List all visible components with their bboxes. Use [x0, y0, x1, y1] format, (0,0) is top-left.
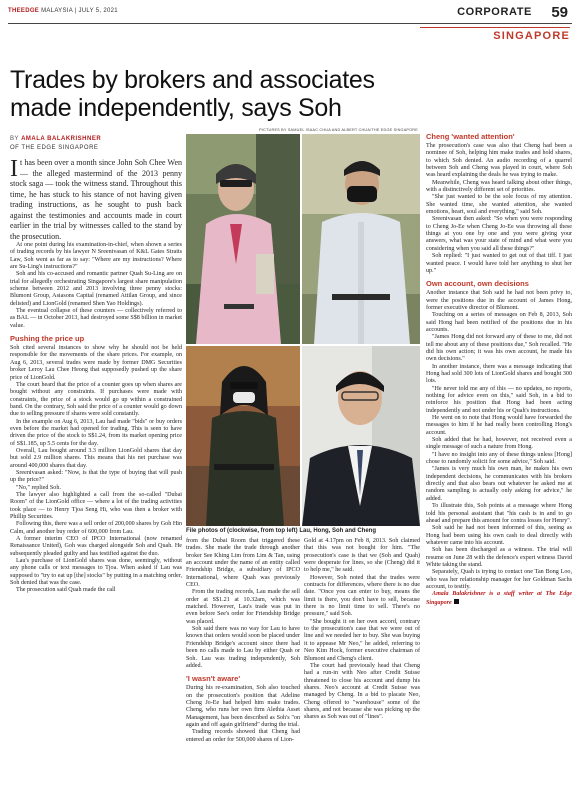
article-headline: Trades by brokers and associates made independently, says Soh	[10, 66, 375, 122]
column-1	[10, 158, 182, 595]
lead-text: t has been over a month since John Soh Chee Wen — the alleged mastermind of the 2013 penny stock saga — took the witness stand. Throughout this time, he has stuck to his stance of not having given trading instructions, as he sought to push back against the testimonies and accounts made in court earlier in the trial by witnesses called to the stand by the prosecution.	[10, 158, 182, 241]
paragraph: The prosecution's case was also that Cheng had been a nominee of Soh, helping him make trades and hold shares, to which Soh denied. An audio recording of a quarrel between Soh and Cheng was played in court, where Soh was heard explaining the deals he was trying to make.	[426, 143, 572, 179]
paragraph: Gold at 4.17pm on Feb 8, 2013. Soh claimed that this was not bought for him. "The prosecution's case is that we (Soh and Quah) were desperate for lines, so she (Cheng) did it to help me," he said.	[304, 538, 420, 574]
section-kicker	[420, 27, 570, 43]
kicker-label: SINGAPORE	[493, 30, 570, 42]
paragraph: Soh and his co-accused and romantic partner Quah Su-Ling are on trial for allegedly orchestrating Singapore's largest share manipulation scheme between 2012 and 2013 involving three penny stocks: Blumont Group, Asiasons Capital (renamed Attilan Group, and since delisted) and LionGold (renamed Shen Yao Holdings).	[10, 271, 182, 307]
end-mark-icon	[454, 599, 459, 604]
column-2	[186, 538, 300, 744]
paragraph: Soh said he had not been informed of this, seeing as Hong had been using his own cash to deal directly with whatever came into his account.	[426, 525, 572, 546]
subheading: Own account, own decisions	[426, 279, 529, 289]
publication-line	[8, 8, 118, 14]
paragraph: "James Hong did not forward any of these to me, did not tell me about any of these positions due," Soh recalled. "He did his own action; it was his own account, he made his own decisions."	[426, 334, 572, 363]
photo-cheng-image	[186, 346, 300, 526]
paragraph: In another instance, there was a message indicating that Hong had sold 300 lots of LionGold shares and bought 300 lots.	[426, 363, 572, 385]
paragraph: However, Soh noted that the trades were contracts for differences, where there is no due date. "Once you can enter to buy, means the limit is there, you don't have to sell, because there is no limit time to sell. There's no pressure," said Soh.	[304, 574, 420, 618]
paragraph: "No," replied Soh.	[16, 484, 61, 491]
subheading: Cheng 'wanted attention'	[426, 132, 515, 141]
paragraph: "She bought it on her own accord, contrary to the prosecution's case that we were out of line and we needed her to buy. She was buying it to appease Mr Neo," he added, referring to Neo Kim Hock, former executive chairman of Blumont and Cheng's client.	[304, 618, 420, 662]
column-3	[304, 538, 420, 722]
photo-soh	[302, 346, 420, 526]
paragraph: Meanwhile, Cheng was heard talking about other things, with a distinctively different set of priorities.	[426, 179, 572, 194]
paragraph: Sreenivasan asked: "Now, is that the type of buying that will push up the price?"	[10, 469, 182, 484]
paragraph: Soh replied: "I just wanted to get out of that tiff. I just wanted peace. I would have told her anything to shut her up."	[426, 253, 572, 274]
author-organisation: OF THE EDGE SINGAPORE	[10, 145, 99, 151]
paragraph: Lau's purchase of LionGold shares was done, seemingly, without any phone calls or text messages to Tjoa. When asked if Lau was supposed to "try to eat up [the] stocks" by putting in a matching order, Soh denied that was the case.	[10, 558, 182, 587]
paragraph: Following this, there was a sell order of 200,000 shares by Goh Hin Calm, and another buy order of 600,000 from Lau.	[10, 521, 182, 535]
photo-hong	[302, 134, 420, 344]
paragraph: The prosecution said Quah made the call	[16, 587, 116, 594]
paragraph: from the Dubai Room that triggered these trades. She made the trade through another broker See Khing Lim from Lim & Tan, using an account under the name of an entity called Friendship Bridge, a subsidiary of IPCO International, where Quah was previously CEO.	[186, 538, 300, 589]
paragraph: Touching on a series of messages on Feb 8, 2013, Soh said Hong had been notified of the positions due in his accounts.	[426, 312, 572, 333]
subheading: Pushing the price up	[10, 334, 85, 344]
paragraph: Soh added that he had, however, not received even a single message of such a nature from Hong.	[426, 437, 572, 451]
page-number: 59	[551, 4, 568, 21]
author-note	[426, 591, 572, 607]
paragraph: Soh cited several instances to show why he should not be held responsible for the movements of the share prices. For example, on Aug 6, 2013, several trades were made by former DMG Securities broker Leroy Lau Chee Heong that supposedly pushed up the share price of LionGold.	[10, 345, 182, 381]
paragraph: Sreenivasan then asked: "So when you were responding to Cheng Jo-Ee when Cheng Jo-Ee was throwing all these things at you one by one and you were giving your answers, what was your state of mind and what were you considering when you said all these things?"	[426, 216, 572, 252]
photo-lau-image	[186, 134, 300, 344]
paragraph: At one point during his examination-in-chief, when shown a series of trading records by his lawyer N Sreenivasan of K&L Gates Straits Law, Soh went as far as to say: "Where are my instructions? Where are Su-Ling's instructions?"	[10, 242, 182, 271]
lead-paragraph	[10, 158, 182, 242]
photo-caption: File photos of (clockwise, from top left) Lau, Hong, Soh and Cheng	[186, 528, 376, 534]
paragraph: The eventual collapse of these counters — collectively referred to as BAL — in October 2013, had destroyed some S$8 billion in market value.	[10, 308, 182, 329]
paragraph: From the trading records, Lau made the sell order at S$1.21 at 10.32am, which was matched. However, Lau's trade was put in even before See's order for Friendship Bridge was placed.	[186, 589, 300, 625]
photo-cheng	[186, 346, 300, 526]
paragraph: During his re-examination, Soh also touched on the prosecution's position that Adeline Cheng Jo-Ee had helped him make trades. Cheng, who runs her own firm Alethia Asset Management, has been described as Soh's "on again and off again girlfriend" during the trial.	[186, 685, 300, 728]
section-name: CORPORATE	[457, 6, 532, 18]
byline	[10, 136, 101, 142]
paragraph: A former interim CEO of IPCO International (now renamed Renaissance United), Goh was charged alongside Soh and Quah. He subsequently pleaded guilty and has testified against the duo.	[10, 536, 182, 557]
header-rule	[8, 23, 572, 24]
paragraph: To illustrate this, Soh points at a message where Hong told his personal assistant that "his cash is in and to go ahead and prepare this amount for contra losses for Henry".	[426, 503, 572, 524]
paragraph: In the example on Aug 6, 2013, Lau had made "bids" or buy orders even before the market had opened for trading. This is seen to have driven the price of the stock to S$1.24, from its market opening price of S$1.185, up 5.5 cents for the day.	[10, 418, 182, 447]
subheading: 'I wasn't aware'	[186, 674, 241, 684]
paragraph: Another instance that Soh said he had not been privy to, were the positions due in the account of James Hong, former executive director of Blumont.	[426, 290, 572, 311]
drop-cap: I	[10, 156, 18, 182]
paragraph: Soh said there was no way for Lau to have known that orders would soon be placed under Friendship Bridge's account since there had been no calls made to Lau by either Quah or Soh. Lau was trading independently, Soh added.	[186, 626, 300, 669]
author-note-text: Amala Balakrishner is a staff writer at The Edge Singapore	[426, 591, 572, 606]
photo-lau	[186, 134, 300, 344]
photo-hong-image	[302, 134, 420, 344]
paragraph: Separately, Quah is trying to contact one Tan Bong Loo, who was her relationship manager for her Goldman Sachs account, to testify.	[426, 569, 572, 590]
publication-date: MALAYSIA | JULY 5, 2021	[39, 8, 118, 14]
author-name: AMALA BALAKRISHNER	[21, 136, 102, 142]
paragraph: "She just wanted to be the sole focus of my attention. She wanted time, she wanted attention, she wanted emotions, heart, soul and everything," said Soh.	[426, 194, 572, 216]
paragraph: "He never told me any of this — no updates, no reports, nothing for advice even on this," said Soh, in a bid to reinforce his position that Hong had been acting independently and not under his or Quah's instructions.	[426, 385, 572, 414]
column-4	[426, 132, 572, 607]
photo-soh-image	[302, 346, 420, 526]
paragraph: He went on to note that Hong would have forwarded the messages to him if he had really been controlling Hong's account.	[426, 415, 572, 436]
paragraph: The court had previously head that Cheng had a run-in with Neo after Credit Suisse threatened to close his account and dump his shares. Neo's account at Credit Suisse was managed by Cheng. In a bid to placate Neo, Cheng offered to "warehouse" some of the shares, and not because she was picking up the shares as Soh was out of "lines".	[304, 662, 420, 721]
paragraph: "I have no insight into any of these things unless [Hong] chose to randomly solicit for some advice," Soh said.	[426, 451, 572, 466]
paragraph: Soh has been discharged as a witness. The trial will resume on June 28 with the defence's expert witness David White taking the stand.	[426, 547, 572, 568]
paragraph: The court heard that the price of a counter goes up when shares are bought without any constraints. If purchases were made with constraints, the price of a stock would go up within a constrained band. On the contrary, Soh said the price of a counter would go down due to selling pressure if shares were sold constantly.	[10, 381, 182, 418]
paragraph: The lawyer also highlighted a call from the so-called "Dubai Room" of the LionGold office — where a lot of the trading activities took place — to Henry Tjoa Seng Hi, who was then a broker with Phillip Securities.	[10, 492, 182, 521]
photo-credit: PICTURES BY SAMUEL ISAAC CHUA AND ALBERT CHUA/THE EDGE SINGAPORE	[259, 128, 418, 132]
byline-prefix: BY	[10, 136, 22, 142]
paragraph: Overall, Lau bought around 3.3 million LionGold shares that day but sold 2.9 million shares. This means that his net purchase was around 400,000 shares that day.	[10, 447, 182, 469]
page-header	[8, 6, 572, 22]
paragraph: "James is very much his own man, he makes his own independent decisions, he communicates with his brokers directly and that also bears out whatever he asked me at random sampling is actually only asking for advice," he added.	[426, 466, 572, 502]
paragraph: Trading records showed that Cheng had entered an order for 500,000 shares of Lion-	[186, 729, 300, 743]
publication-brand: THEEDGE	[8, 8, 40, 14]
